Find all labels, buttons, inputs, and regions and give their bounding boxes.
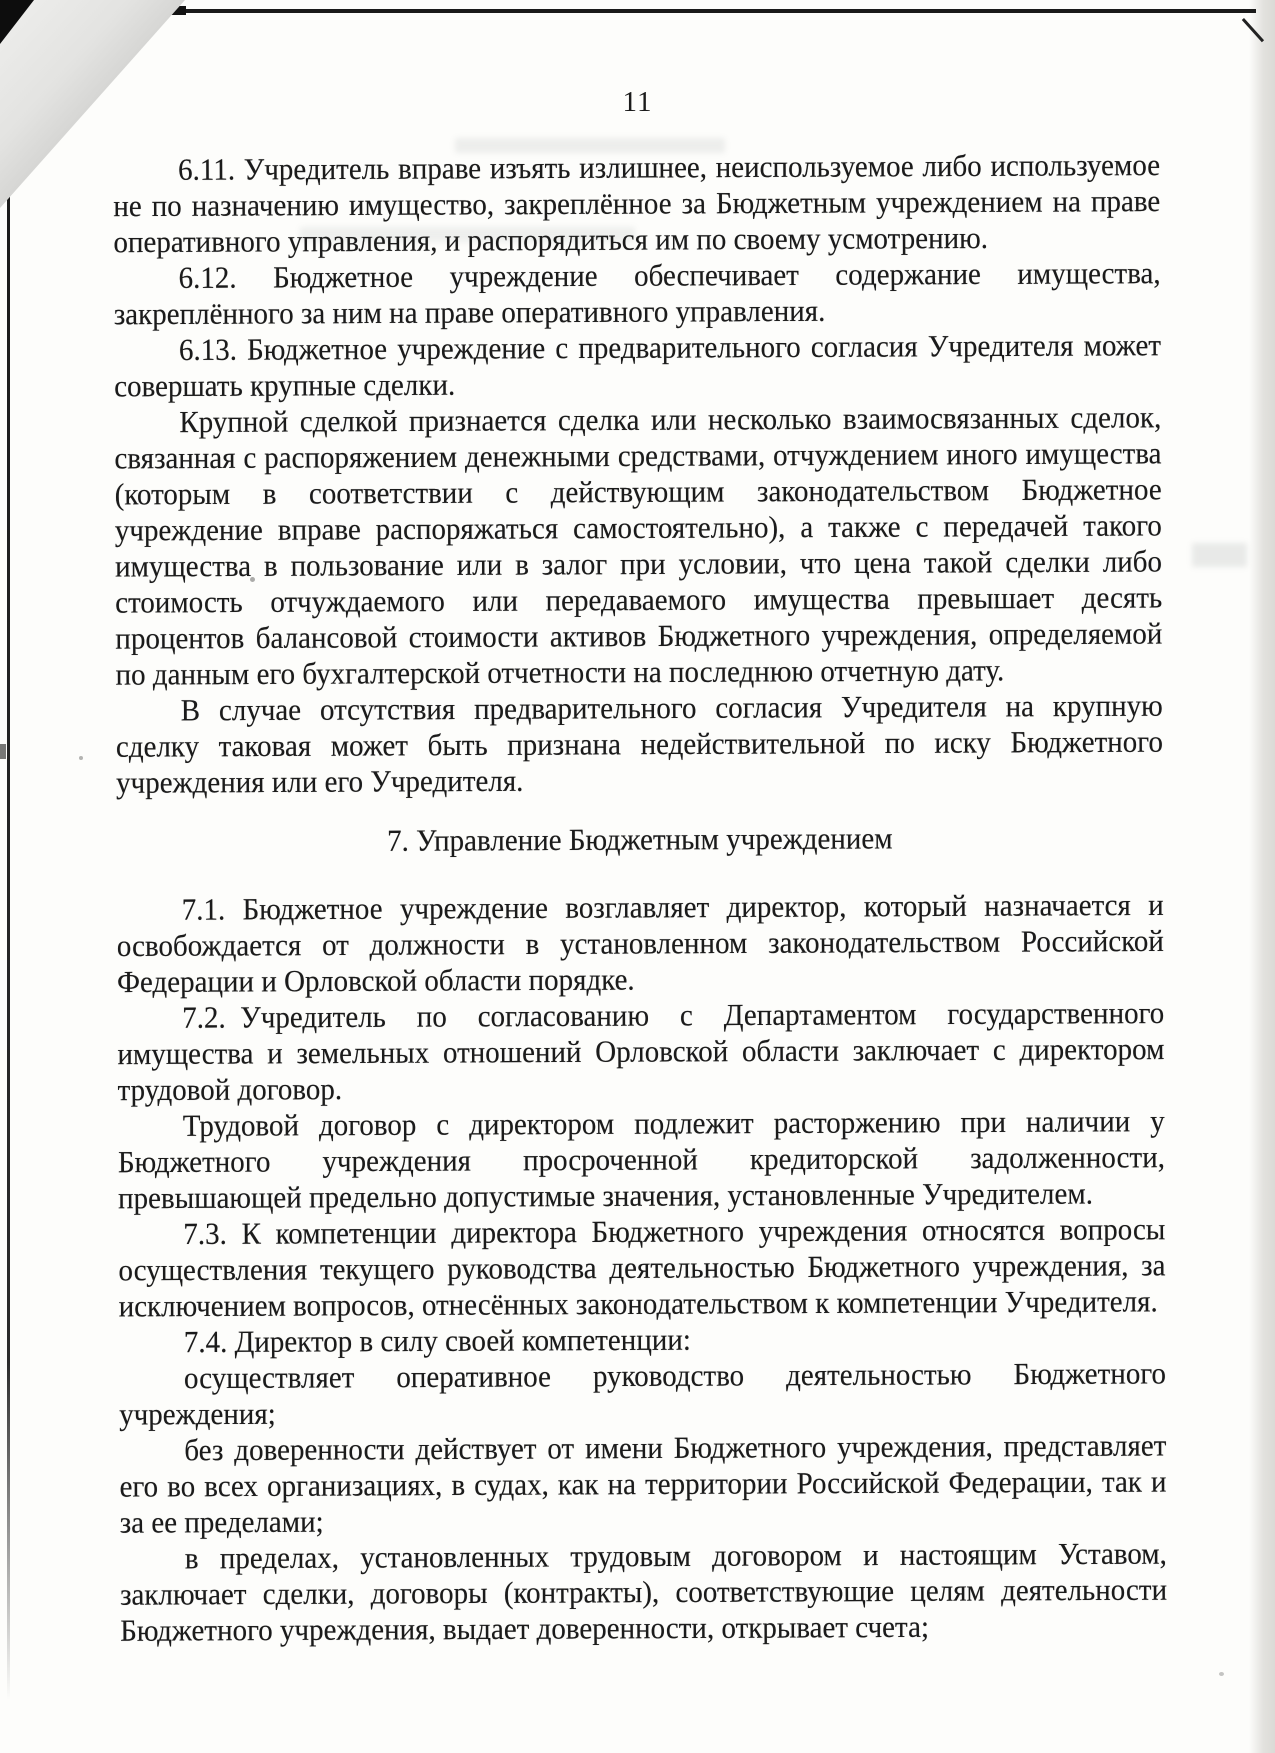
paragraph-labor-contract-termination: Трудовой договор с директором подлежит расторжению при наличии у Бюджетного учреждения просроченной кредиторской задолженности, превышающей предельно допустимые значения, установленные Учредителем.: [117, 1104, 1166, 1216]
paragraph-6-12: 6.12. Бюджетное учреждение обеспечивает содержание имущества, закреплённого за ним на праве оперативного управления.: [113, 256, 1161, 332]
scan-right-edge-shadow: [1249, 0, 1275, 1753]
scan-left-edge-line: [7, 12, 10, 1700]
paragraph-duty-contracts-accounts: в пределах, установленных трудовым договором и настоящим Уставом, заключает сделки, договоры (контракты), соответствующие целям деятельности Бюджетного учреждения, выдает доверенности, открывает счета;: [119, 1537, 1168, 1649]
document-text-block: [113, 147, 1167, 1649]
paragraph-duty-representation: без доверенности действует от имени Бюджетного учреждения, представляет его во всех организациях, в судах, как на территории Российской Федерации, так и за ее пределами;: [119, 1428, 1167, 1541]
paragraph-6-13: 6.13. Бюджетное учреждение с предварительного согласия Учредителя может совершать крупные сделки.: [114, 328, 1162, 404]
scan-top-edge-line: [0, 9, 1256, 13]
section-heading-7: 7. Управление Бюджетным учреждением: [387, 821, 893, 859]
paragraph-major-deal-invalidity: В случае отсутствия предварительного согласия Учредителя на крупную сделку таковая может быть признана недействительной по иску Бюджетного учреждения или его Учредителя.: [115, 689, 1163, 801]
paragraph-6-11: 6.11. Учредитель вправе изъять излишнее, неиспользуемое либо используемое не по назначению имущество, закреплённое за Бюджетным учреждением на праве оперативного управления, и распорядиться им по своему усмотрению.: [113, 148, 1161, 260]
page-number: 11: [622, 86, 653, 118]
paragraph-7-2: 7.2. Учредитель по согласованию с Департаментом государственного имущества и земельных отношений Орловской области заключает с директором трудовой договор.: [117, 996, 1165, 1108]
paragraph-major-deal-definition: Крупной сделкой признается сделка или несколько взаимосвязанных сделок, связанная с распоряжением денежными средствами, отчуждением иного имущества (которым в соответствии с действующим законодательством Бюджетное учреждение вправе распоряжаться самостоятельно), а также с передачей такого имущества в пользование или в залог при условии, что цена такой сделки либо стоимость отчуждаемого или передаваемого имущества превышает десять процентов балансовой стоимости активов Бюджетного учреждения, определяемой по данным его бухгалтерской отчетности на последнюю отчетную дату.: [114, 400, 1163, 693]
scan-left-edge-tick: [0, 744, 6, 759]
paragraph-7-4: 7.4. Директор в силу своей компетенции:: [183, 1323, 691, 1360]
scan-speck: [79, 756, 83, 760]
scan-speck: [1219, 1672, 1224, 1676]
ink-bleed-smudge: [1192, 543, 1247, 567]
paragraph-7-3: 7.3. К компетенции директора Бюджетного учреждения относятся вопросы осуществления текущего руководства деятельностью Бюджетного учреждения, за исключением вопросов, отнесённых законодательством к компетенции Учредителя.: [118, 1212, 1166, 1324]
paragraph-duty-operational-management: осуществляет оперативное руководство деятельностью Бюджетного учреждения;: [119, 1356, 1167, 1432]
paragraph-7-1: 7.1. Бюджетное учреждение возглавляет директор, который назначается и освобождается от должности в установленном законодательством Российской Федерации и Орловской области порядке.: [116, 888, 1164, 1000]
